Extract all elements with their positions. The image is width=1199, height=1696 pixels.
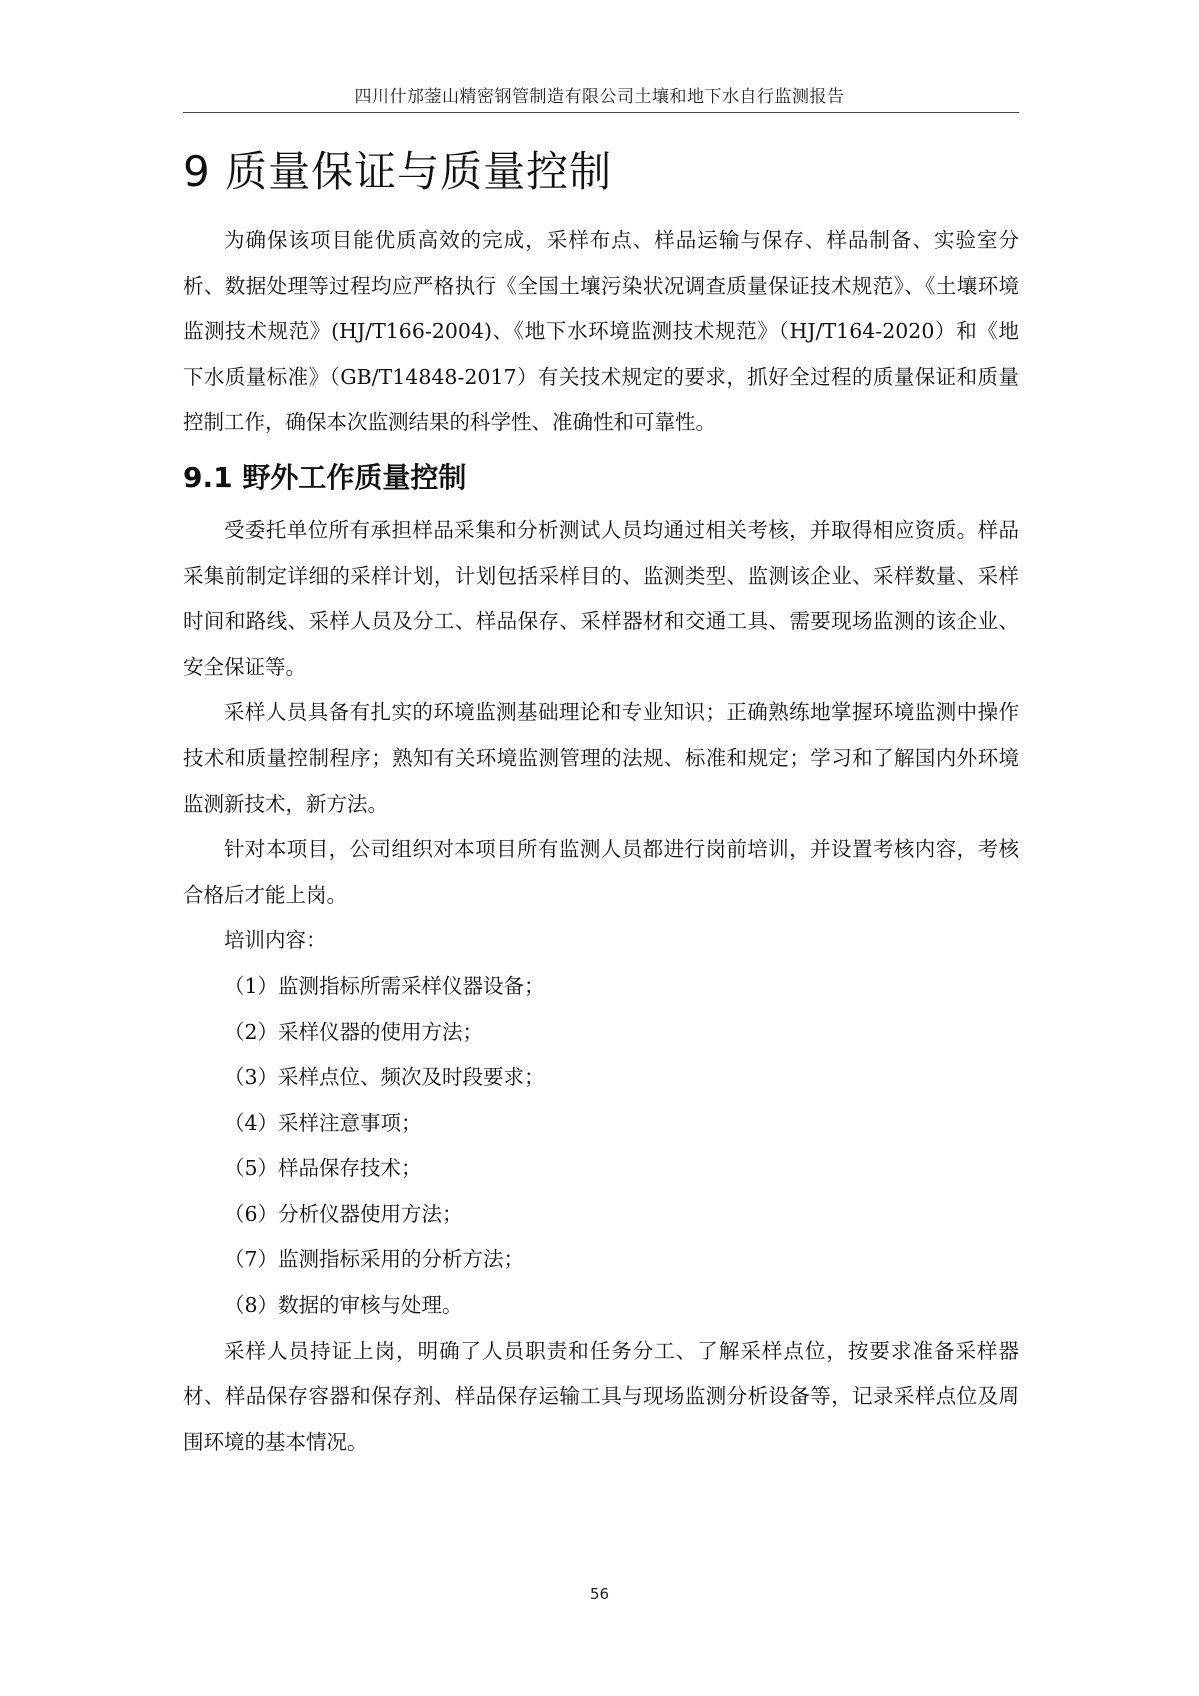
subsection-title: 9.1 野外工作质量控制 <box>183 460 467 494</box>
paragraph-training: 针对本项目，公司组织对本项目所有监测人员都进行岗前培训，并设置考核内容，考核合格后才能上岗。 <box>183 837 1019 907</box>
paragraph-personnel-knowledge: 采样人员具备有扎实的环境监测基础理论和专业知识；正确熟练地掌握环境监测中操作技术和质量控制程序；熟知有关环境监测管理的法规、标准和规定；学习和了解国内外环境监测新技术，新方法。 <box>183 700 1019 816</box>
training-label: 培训内容： <box>224 928 327 953</box>
section-intro-paragraph: 为确保该项目能优质高效的完成，采样布点、样品运输与保存、样品制备、实验室分析、数据处理等过程均应严格执行《全国土壤污染状况调查质量保证技术规范》、《土壤环境监测技术规范》(HJ/T166-2004)、《地下水环境监测技术规范》（HJ/T164-2020）和《地下水质量标准》（GB/T14848-2017）有关技术规定的要求，抓好全过程的质量保证和质量控制工作，确保本次监测结果的科学性、准确性和可靠性。 <box>183 228 1019 435</box>
paragraph-personnel-qualification: 受委托单位所有承担样品采集和分析测试人员均通过相关考核，并取得相应资质。样品采集前制定详细的采样计划，计划包括采样目的、监测类型、监测该企业、采样数量、采样时间和路线、采样人员及分工、样品保存、采样器材和交通工具、需要现场监测的该企业、安全保证等。 <box>183 517 1019 679</box>
list-item: （8）数据的审核与处理。 <box>224 1293 463 1318</box>
section-title: 9 质量保证与质量控制 <box>183 147 613 196</box>
closing-paragraph: 采样人员持证上岗，明确了人员职责和任务分工、了解采样点位，按要求准备采样器材、样品保存容器和保存剂、样品保存运输工具与现场监测分析设备等，记录采样点位及周围环境的基本情况。 <box>183 1338 1019 1454</box>
list-item: （3）采样点位、频次及时段要求； <box>224 1065 545 1090</box>
running-header: 四川什邡蓥山精密钢管制造有限公司土壤和地下水自行监测报告 <box>354 87 845 107</box>
list-item: （7）监测指标采用的分析方法； <box>224 1247 525 1272</box>
page-number: 56 <box>589 1585 610 1603</box>
list-item: （1）监测指标所需采样仪器设备； <box>224 973 545 998</box>
training-list <box>183 964 1019 1329</box>
list-item: （5）样品保存技术； <box>224 1156 422 1181</box>
page-content <box>183 140 1019 1465</box>
header-rule <box>183 112 1019 113</box>
list-item: （6）分析仪器使用方法； <box>224 1201 463 1226</box>
list-item: （4）采样注意事项； <box>224 1110 422 1135</box>
list-item: （2）采样仪器的使用方法； <box>224 1019 484 1044</box>
